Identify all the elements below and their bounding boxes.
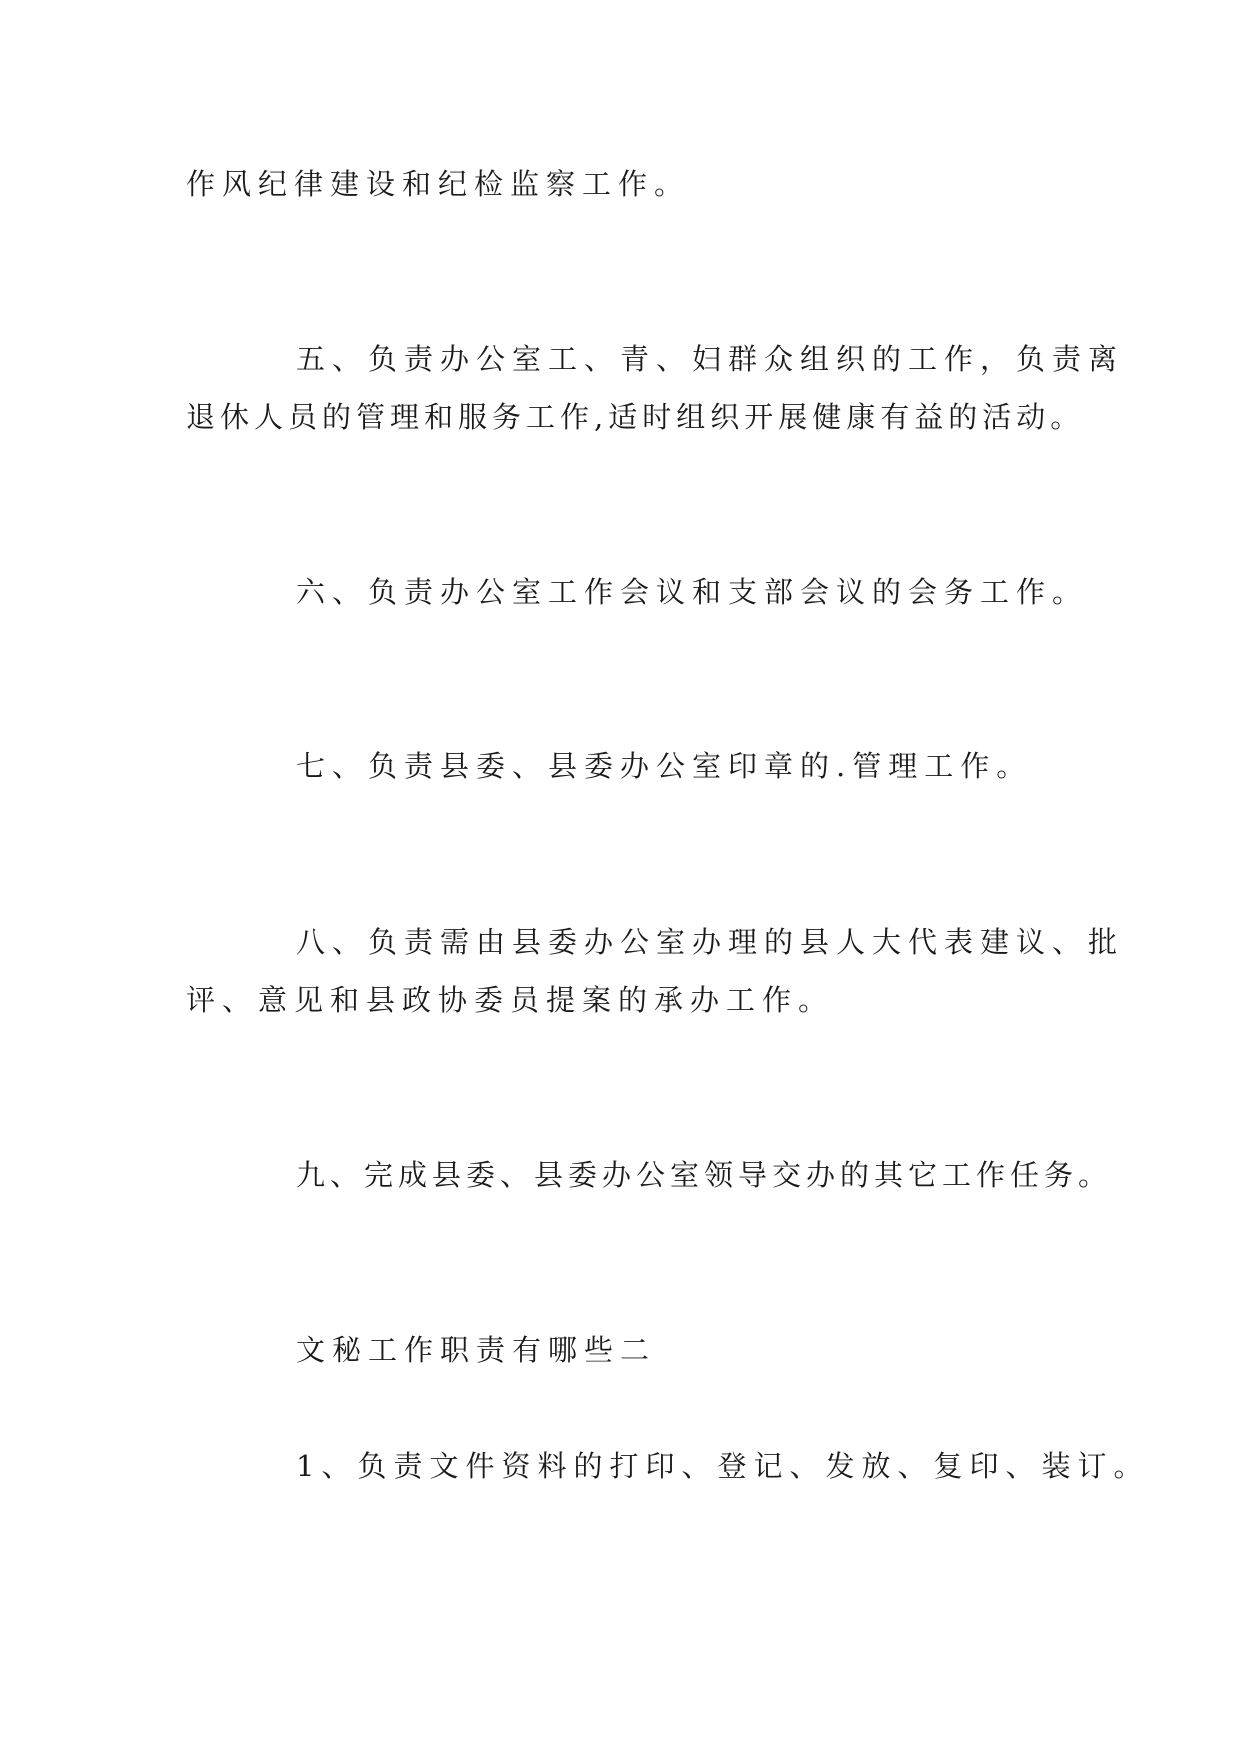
paragraph-line: 1、负责文件资料的打印、登记、发放、复印、装订。 (296, 1449, 1150, 1483)
paragraph-item-9 (186, 1146, 1113, 1204)
paragraph-line: 作风纪律建设和纪检监察工作。 (186, 167, 691, 201)
paragraph-line: 六、负责办公室工作会议和支部会议的会务工作。 (296, 575, 1089, 609)
paragraph-item-8 (186, 913, 1125, 1029)
paragraph-line: 五、负责办公室工、青、妇群众组织的工作，负责离 (296, 342, 1125, 376)
paragraph-line: 八、负责需由县委办公室办理的县人大代表建议、批 (296, 925, 1125, 959)
paragraph-line: 九、完成县委、县委办公室领导交办的其它工作任务。 (296, 1158, 1113, 1192)
paragraph-line: 七、负责县委、县委办公室印章的.管理工作。 (296, 749, 1033, 783)
paragraph-line: 退休人员的管理和服务工作,适时组织开展健康有益的活动。 (186, 400, 1085, 434)
paragraph-item-5 (186, 330, 1125, 446)
paragraph-line: 文秘工作职责有哪些二 (296, 1333, 657, 1367)
section-heading (186, 1321, 1062, 1379)
paragraph-line: 评、意见和县政协委员提案的承办工作。 (186, 983, 835, 1017)
paragraph-item-1 (186, 1437, 1150, 1495)
paragraph-item-6 (186, 563, 1089, 621)
paragraph-item-7 (186, 737, 1062, 795)
paragraph-continuation (186, 155, 1062, 213)
